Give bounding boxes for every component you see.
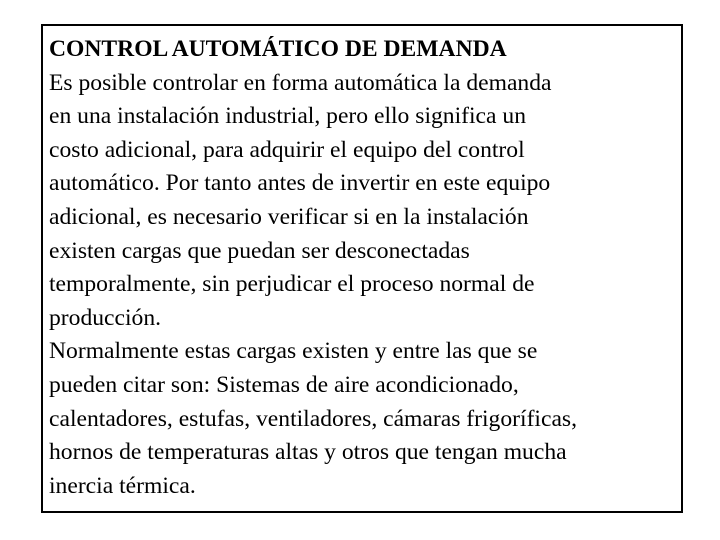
paragraph-line: existen cargas que puedan ser desconectadas <box>49 237 470 264</box>
paragraph-2 <box>49 335 681 503</box>
paragraph-line: hornos de temperaturas altas y otros que tengan mucha <box>49 439 567 466</box>
paragraph-line: en una instalación industrial, pero ello significa un <box>49 103 526 130</box>
document-title: CONTROL AUTOMÁTICO DE DEMANDA <box>49 36 507 62</box>
paragraph-line: pueden citar son: Sistemas de aire acondicionado, <box>49 371 519 398</box>
paragraph-line: inercia térmica. <box>49 472 196 499</box>
paragraph-line: calentadores, estufas, ventiladores, cámaras frigoríficas, <box>49 405 578 432</box>
paragraph-line: temporalmente, sin perjudicar el proceso normal de <box>49 271 535 298</box>
paragraph-line: automático. Por tanto antes de invertir en este equipo <box>49 170 551 197</box>
paragraph-line: adicional, es necesario verificar si en la instalación <box>49 203 529 230</box>
paragraph-line: Es posible controlar en forma automática la demanda <box>49 69 552 96</box>
paragraph-line: Normalmente estas cargas existen y entre las que se <box>49 338 538 365</box>
paragraph-line: costo adicional, para adquirir el equipo del control <box>49 136 525 163</box>
paragraph-line: producción. <box>49 304 162 331</box>
paragraph-1 <box>49 67 681 336</box>
text-box <box>41 24 683 513</box>
